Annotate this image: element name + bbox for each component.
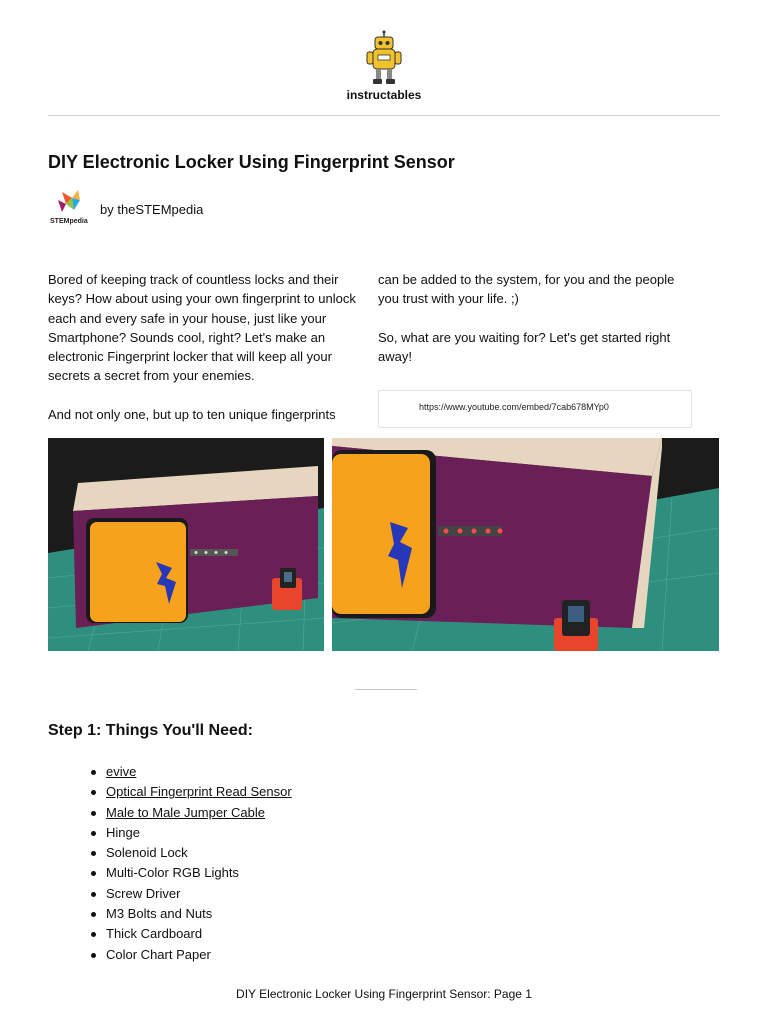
item-label: Solenoid Lock (106, 845, 188, 861)
locker-photo-front (48, 438, 324, 651)
intro-column-left (48, 270, 368, 444)
item-link[interactable]: Male to Male Jumper Cable (106, 804, 265, 820)
page-footer: DIY Electronic Locker Using Fingerprint Sensor: Page 1 (236, 987, 532, 1001)
list-item (88, 924, 292, 944)
bullet-icon (91, 953, 96, 958)
item-label: Thick Cardboard (106, 926, 203, 942)
video-embed-link[interactable]: https://www.youtube.com/embed/7cab678MYp0 (378, 390, 692, 428)
intro-paragraph: So, what are you waiting for? Let's get started right away! (378, 329, 671, 365)
instructables-logo[interactable] (0, 30, 768, 102)
bullet-icon (91, 770, 96, 775)
step-1-title: Step 1: Things You'll Need: (48, 722, 254, 739)
list-item (88, 945, 292, 965)
list-item[interactable] (88, 762, 292, 782)
bullet-icon (91, 790, 96, 795)
materials-list (88, 762, 292, 965)
intro-paragraph: Bored of keeping track of countless locks and their keys? How about using your own fingerprint to unlock each and every safe in your house, just like your Smartphone? Sounds cool, right? Let's make an electronic Fingerprint locker that will keep all your secrets a secret from your enemies. (48, 272, 356, 384)
intro-paragraph: And not only one, but up to ten unique fingerprints (48, 407, 336, 423)
intro-column-right (378, 270, 698, 386)
author-avatar[interactable] (48, 188, 92, 232)
item-label: Hinge (106, 824, 140, 840)
bullet-icon (91, 831, 96, 836)
list-item (88, 843, 292, 863)
item-link[interactable]: evive (106, 764, 137, 779)
author-block (48, 188, 203, 232)
stempedia-logo-icon (48, 188, 92, 218)
article-title: DIY Electronic Locker Using Fingerprint Sensor (48, 152, 455, 172)
header-divider (48, 115, 720, 116)
bullet-icon (91, 892, 96, 897)
bullet-icon (91, 811, 96, 816)
robot-mascot-icon (362, 30, 406, 86)
author-byline[interactable]: by theSTEMpedia (100, 201, 204, 217)
item-label: M3 Bolts and Nuts (106, 906, 213, 922)
intro-paragraph: can be added to the system, for you and the people you trust with your life. ;) (378, 272, 675, 307)
item-link[interactable]: Optical Fingerprint Read Sensor (106, 784, 292, 800)
bullet-icon (91, 932, 96, 937)
bullet-icon (91, 912, 96, 917)
author-logo-text: STEMpedia (50, 218, 88, 225)
list-item (88, 884, 292, 904)
item-label: Multi-Color RGB Lights (106, 865, 239, 881)
item-label: Screw Driver (106, 885, 181, 901)
list-item[interactable] (88, 782, 292, 802)
item-label: Color Chart Paper (106, 946, 211, 962)
section-divider (355, 689, 417, 690)
list-item[interactable] (88, 803, 292, 823)
list-item (88, 823, 292, 843)
brand-name: instructables (346, 88, 422, 102)
locker-photo-closeup (332, 438, 719, 651)
list-item (88, 863, 292, 883)
bullet-icon (91, 851, 96, 856)
bullet-icon (91, 871, 96, 876)
list-item (88, 904, 292, 924)
